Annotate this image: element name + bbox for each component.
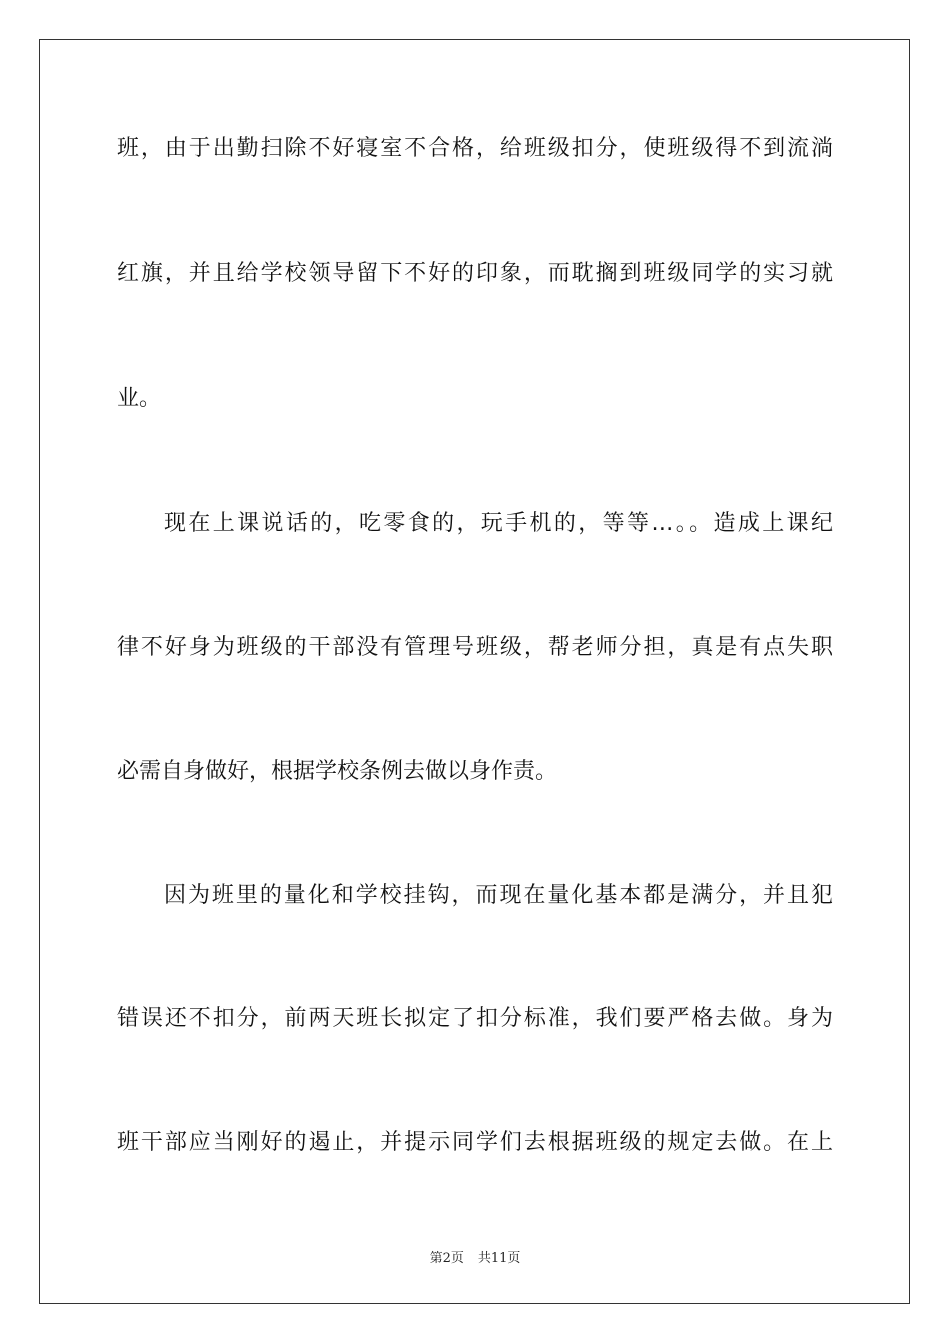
total-pages: 共11页 — [477, 1251, 521, 1266]
paragraph-line-4: 现在上课说话的，吃零食的，玩手机的，等等…。。造成上课纪 — [164, 511, 833, 536]
paragraph-line-1: 班，由于出勤扫除不好寝室不合格，给班级扣分，使班级得不到流淌 — [117, 136, 833, 161]
page-border — [39, 39, 910, 1304]
paragraph-line-6: 必需自身做好，根据学校条例去做以身作责。 — [117, 759, 558, 784]
paragraph-line-7: 因为班里的量化和学校挂钩，而现在量化基本都是满分，并且犯 — [164, 883, 833, 908]
page-number: 第2页 — [429, 1251, 464, 1266]
page-footer — [0, 1247, 950, 1266]
paragraph-line-3: 业。 — [117, 386, 162, 411]
paragraph-line-2: 红旗，并且给学校领导留下不好的印象，而耽搁到班级同学的实习就 — [117, 261, 833, 286]
paragraph-line-5: 律不好身为班级的干部没有管理号班级，帮老师分担，真是有点失职 — [117, 635, 833, 660]
paragraph-line-9: 班干部应当刚好的遏止，并提示同学们去根据班级的规定去做。在上 — [117, 1130, 833, 1155]
paragraph-line-8: 错误还不扣分，前两天班长拟定了扣分标准，我们要严格去做。身为 — [117, 1006, 833, 1031]
